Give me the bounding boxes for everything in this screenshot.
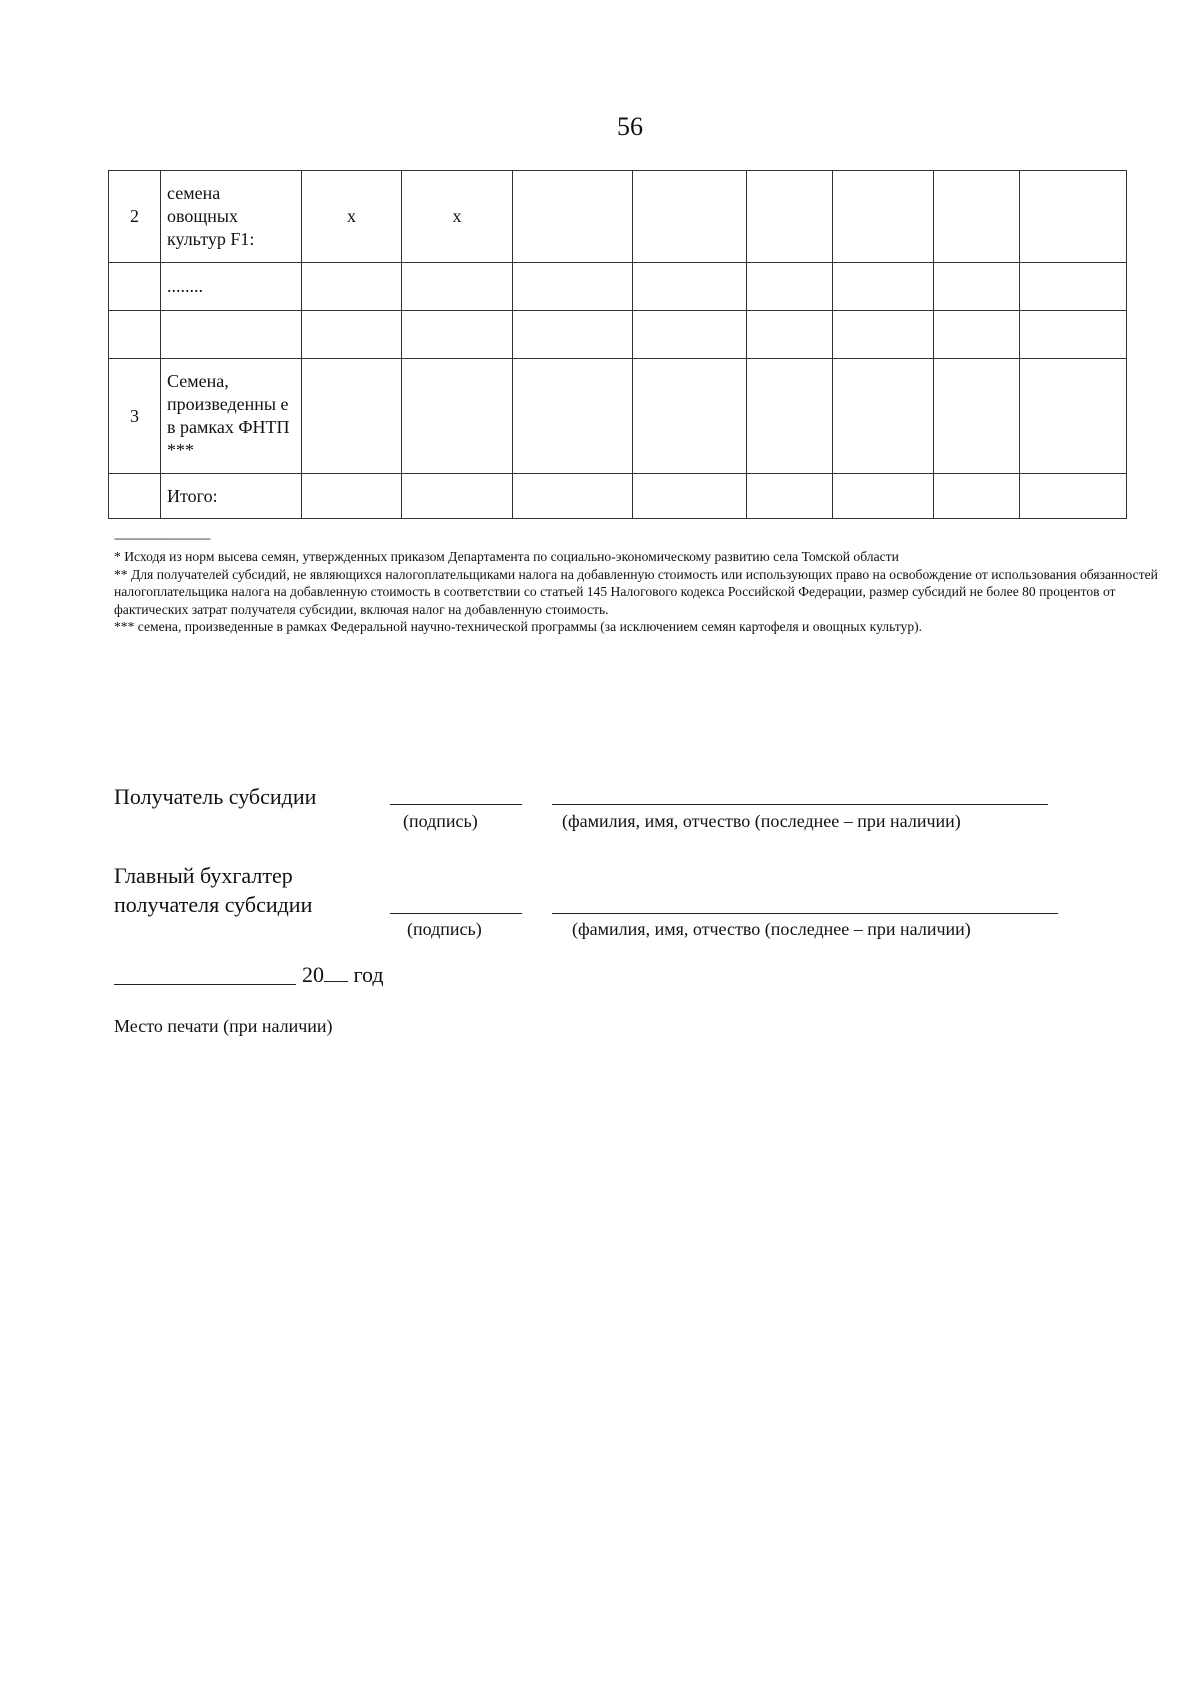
row-name: Семена, произведенны е в рамках ФНТП *** — [161, 359, 302, 474]
table-cell — [513, 359, 633, 474]
signature-caption: (подпись) — [403, 811, 478, 831]
table-cell — [513, 263, 633, 311]
seed-subsidy-table — [108, 170, 1127, 519]
table-cell — [633, 311, 747, 359]
table-cell — [302, 311, 402, 359]
table-row — [109, 263, 1127, 311]
recipient-signature-line — [390, 804, 522, 805]
table-row — [109, 171, 1127, 263]
footnote-3: *** семена, произведенные в рамках Федеральной научно-технической программы (за исключением семян картофеля и овощных культур). — [114, 619, 923, 634]
table-cell: x — [302, 171, 402, 263]
footnote-1: * Исходя из норм высева семян, утвержденных приказом Департамента по социально-экономическому развитию села Томской области — [114, 549, 899, 564]
table-cell — [302, 359, 402, 474]
table-cell — [833, 474, 934, 519]
table-row — [109, 311, 1127, 359]
table-cell — [302, 474, 402, 519]
row-name: ........ — [161, 263, 302, 311]
page-number: 56 — [617, 112, 643, 141]
table-cell — [747, 171, 833, 263]
table-row — [109, 359, 1127, 474]
date-year-suffix: год — [353, 962, 384, 987]
table-cell — [747, 263, 833, 311]
table-cell — [302, 263, 402, 311]
table-cell — [1020, 171, 1127, 263]
table-cell — [747, 359, 833, 474]
accountant-signature-line — [390, 913, 522, 914]
date-year-blank — [324, 963, 348, 982]
name-caption: (фамилия, имя, отчество (последнее – при наличии) — [572, 919, 971, 939]
table-cell — [1020, 359, 1127, 474]
table-cell: x — [402, 171, 513, 263]
table-cell — [934, 263, 1020, 311]
row-name: Итого: — [161, 474, 302, 519]
table-cell — [1020, 263, 1127, 311]
table-cell — [633, 474, 747, 519]
row-number — [109, 263, 161, 311]
table-cell — [633, 171, 747, 263]
table-cell — [402, 474, 513, 519]
table-cell — [833, 263, 934, 311]
table-cell — [402, 359, 513, 474]
accountant-name-line — [552, 913, 1058, 914]
recipient-label: Получатель субсидии — [114, 784, 317, 809]
table-cell — [513, 311, 633, 359]
footnotes — [114, 548, 1160, 636]
date-year-prefix: 20 — [302, 962, 324, 987]
recipient-name-line — [552, 804, 1048, 805]
row-number: 3 — [109, 359, 161, 474]
date-day-month-line — [114, 984, 296, 985]
signature-caption: (подпись) — [407, 919, 482, 939]
table-cell — [513, 474, 633, 519]
table-cell — [833, 359, 934, 474]
table-cell — [1020, 311, 1127, 359]
row-name — [161, 311, 302, 359]
table-cell — [402, 311, 513, 359]
table-cell — [934, 171, 1020, 263]
table-cell — [513, 171, 633, 263]
footnote-separator: -------------------------------- — [114, 531, 210, 545]
table-cell — [934, 311, 1020, 359]
date-year — [302, 962, 384, 988]
table-cell — [402, 263, 513, 311]
accountant-label-line1: Главный бухгалтер — [114, 863, 293, 888]
table-cell — [747, 474, 833, 519]
table-cell — [1020, 474, 1127, 519]
row-number — [109, 311, 161, 359]
table-cell — [633, 359, 747, 474]
stamp-place: Место печати (при наличии) — [114, 1016, 333, 1036]
table-cell — [833, 171, 934, 263]
table-cell — [633, 263, 747, 311]
table-row — [109, 474, 1127, 519]
footnote-2: ** Для получателей субсидий, не являющихся налогоплательщиками налога на добавленную стоимость или использующих право на освобождение от использования обязанностей налогоплательщика налога на добавленную стоимость в соответствии со статьей 145 Налогового кодекса Российской Федерации, размер субсидий не более 80 процентов от фактических затрат получателя субсидии, включая налог на добавленную стоимость. — [114, 566, 1158, 617]
row-number: 2 — [109, 171, 161, 263]
table-cell — [833, 311, 934, 359]
name-caption: (фамилия, имя, отчество (последнее – при наличии) — [562, 811, 961, 831]
table-cell — [934, 474, 1020, 519]
row-number — [109, 474, 161, 519]
table-cell — [747, 311, 833, 359]
accountant-label-line2: получателя субсидии — [114, 892, 313, 917]
table-cell — [934, 359, 1020, 474]
row-name: семена овощных культур F1: — [161, 171, 302, 263]
